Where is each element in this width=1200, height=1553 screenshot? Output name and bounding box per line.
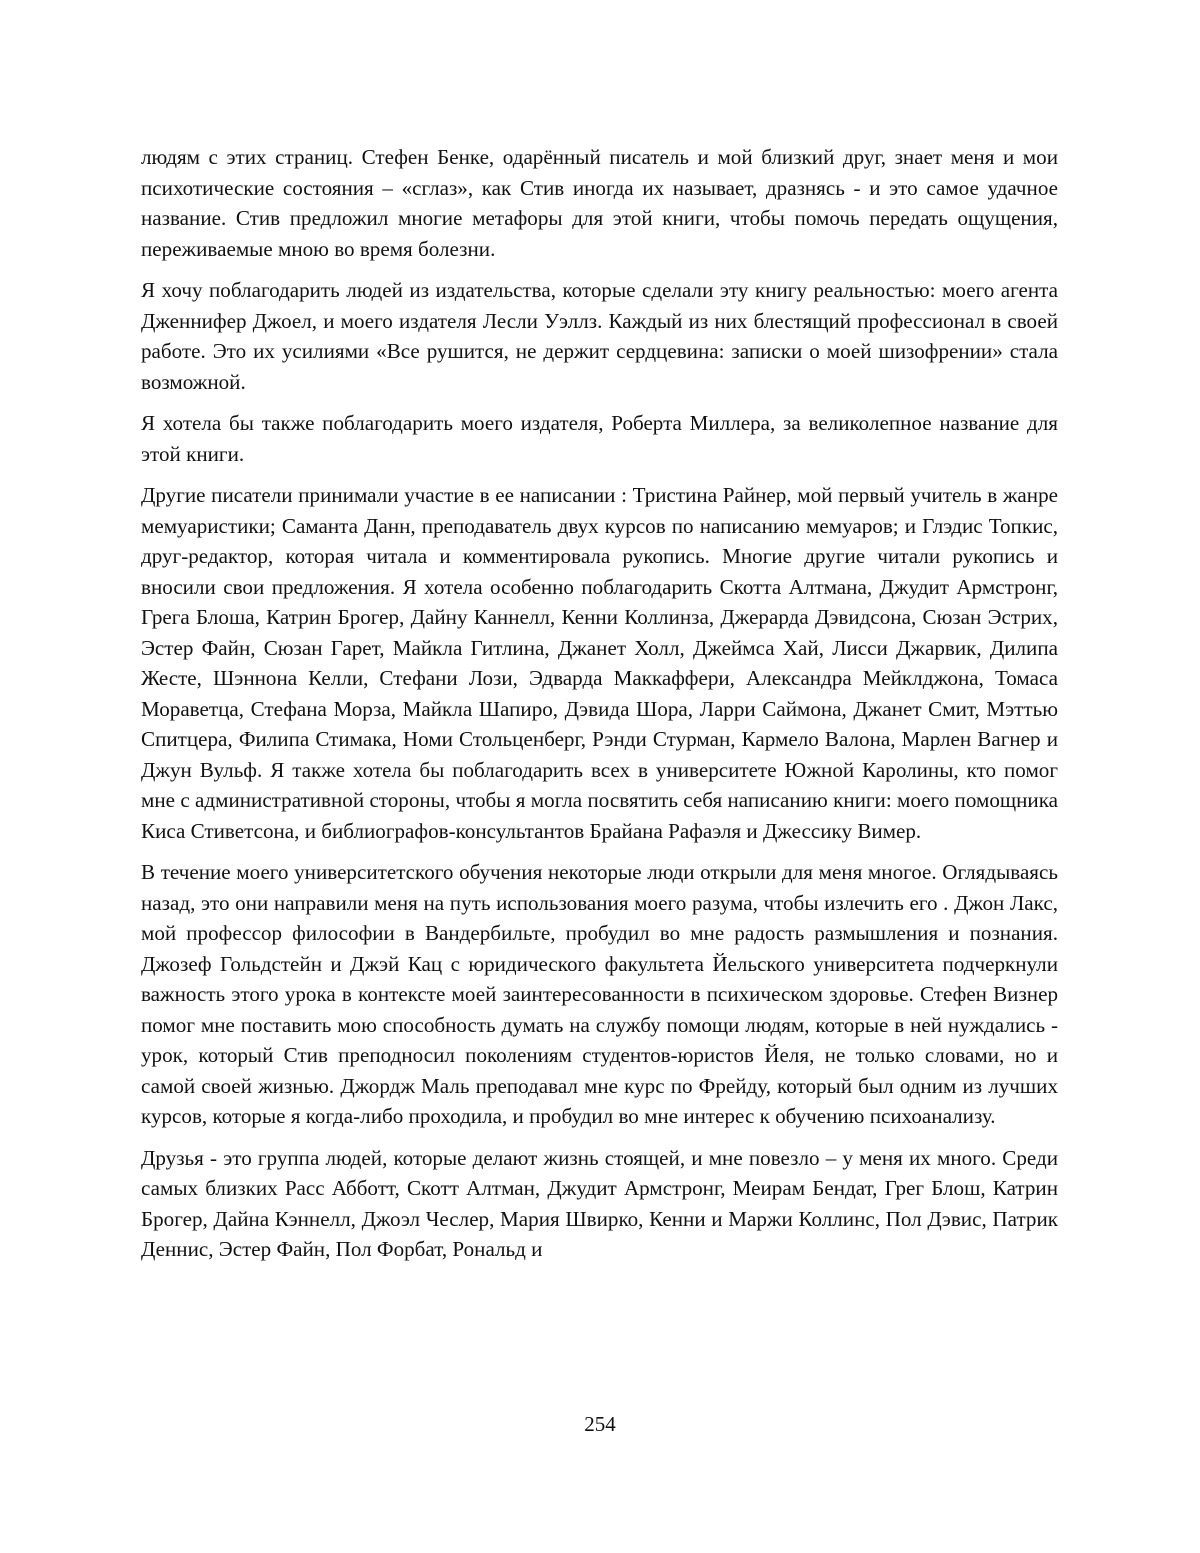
paragraph: Друзья - это группа людей, которые делают жизнь стоящей, и мне повезло – у меня их много. Среди самых близких Расс Абботт, Скотт Алтман, Джудит Армстронг, Меирам Бендат, Грег Блош, Катрин Брогер, Дайна Кэннелл, Джоэл Чеслер, Мария Швирко, Кенни и Маржи Коллинс, Пол Дэвис, Патрик Деннис, Эстер Файн, Пол Форбат, Рональд и [141,1145,1058,1261]
page-number: 254 [584,1412,616,1436]
paragraph: людям с этих страниц. Стефен Бенке, одарённый писатель и мой близкий друг, знает меня и мои психотические состояния – «сглаз», как Стив иногда их называет, дразнясь - и это самое удачное название. Стив предложил многие метафоры для этой книги, чтобы помочь передать ощущения, переживаемые мною во время болезни. [141,145,1058,261]
body-text [141,142,1058,1276]
paragraph: Другие писатели принимали участие в ее написании : Тристина Райнер, мой первый учитель в жанре мемуаристики; Саманта Данн, преподаватель двух курсов по написанию мемуаров; и Глэдис Топкис, друг-редактор, которая читала и комментировала рукопись. Многие другие читали рукопись и вносили свои предложения. Я хотела особенно поблагодарить Скотта Алтмана, Джудит Армстронг, Грега Блоша, Катрин Брогер, Дайну Каннелл, Кенни Коллинза, Джерарда Дэвидсона, Сюзан Эстрих, Эстер Файн, Сюзан Гарет, Майкла Гитлина, Джанет Холл, Джеймса Хай, Лисси Джарвик, Дилипа Жесте, Шэннона Келли, Стефани Лози, Эдварда Маккаффери, Александра Мейклджона, Томаса Мораветца, Стефана Морза, Майкла Шапиро, Дэвида Шора, Ларри Саймона, Джанет Смит, Мэттью Спитцера, Филипа Стимака, Номи Стольценберг, Рэнди Стурман, Кармело Валона, Марлен Вагнер и Джун Вульф. Я также хотела бы поблагодарить всех в университете Южной Каролины, кто помог мне с административной стороны, чтобы я могла посвятить себя написанию книги: моего помощника Киса Стиветсона, и библиографов-консультантов Брайана Рафаэля и Джессику Вимер. [141,483,1058,843]
paragraph: Я хочу поблагодарить людей из издательства, которые сделали эту книгу реальностью: моего агента Дженнифер Джоел, и моего издателя Лесли Уэллз. Каждый из них блестящий профессионал в своей работе. Это их усилиями «Все рушится, не держит сердцевина: записки о моей шизофрении» стала возможной. [141,278,1058,394]
paragraph: Я хотела бы также поблагодарить моего издателя, Роберта Миллера, за великолепное название для этой книги. [141,411,1058,466]
paragraph: В течение моего университетского обучения некоторые люди открыли для меня многое. Оглядываясь назад, это они направили меня на путь использования моего разума, чтобы излечить его . Джон Лакс, мой профессор философии в Вандербильте, пробудил во мне радость размышления и познания. Джозеф Гольдстейн и Джэй Кац с юридического факультета Йельского университета подчеркнули важность этого урока в контексте моей заинтересованности в психическом здоровье. Стефен Визнер помог мне поставить мою способность думать на службу помощи людям, которые в ней нуждались - урок, который Стив преподносил поколениям студентов-юристов Йеля, не только словами, но и самой своей жизнью. Джордж Маль преподавал мне курс по Фрейду, который был одним из лучших курсов, которые я когда-либо проходила, и пробудил во мне интерес к обучению психоанализу. [141,860,1058,1128]
